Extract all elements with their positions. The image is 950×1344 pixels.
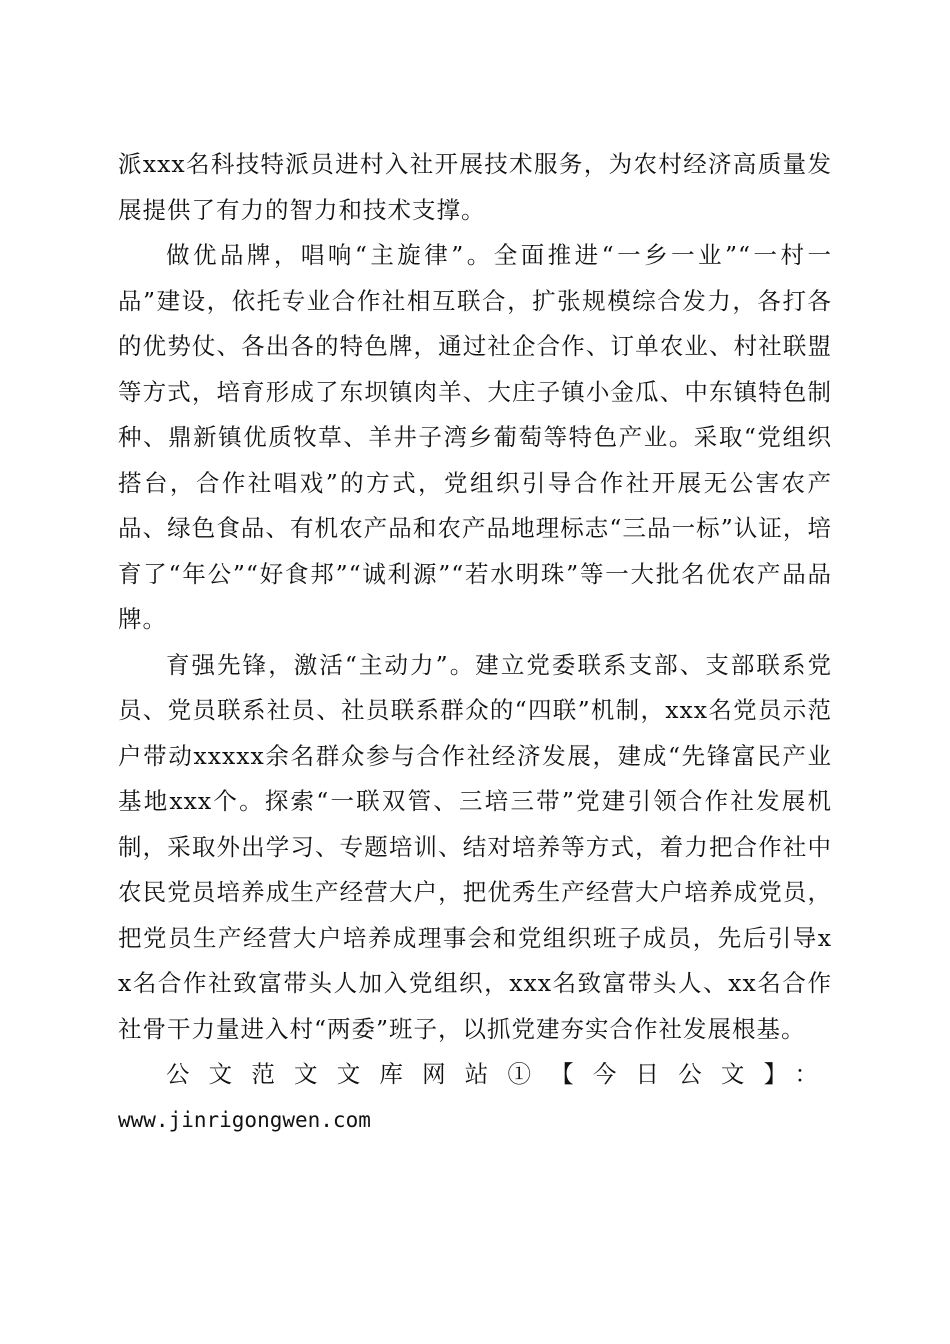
paragraph-tech-services: 派xxx名科技特派员进村入社开展技术服务，为农村经济高质量发展提供了有力的智力和技术支撑。 xyxy=(118,150,832,224)
document-page xyxy=(118,142,832,1143)
footer-site-url[interactable]: www.jinrigongwen.com xyxy=(118,1107,371,1132)
paragraph-pioneer: 育强先锋，激活“主动力”。建立党委联系支部、支部联系党员、党员联系社员、社员联系群众的“四联”机制，xxx名党员示范户带动xxxxx余名群众参与合作社经济发展，建成“先锋富民产业基地xxx个。探索“一联双管、三培三带”党建引领合作社发展机制，采取外出学习、专题培训、结对培养等方式，着力把合作社中农民党员培养成生产经营大户，把优秀生产经营大户培养成党员，把党员生产经营大户培养成理事会和党组织班子成员，先后引导xx名合作社致富带头人加入党组织，xxx名致富带头人、xx名合作社骨干力量进入村“两委”班子，以抓党建夯实合作社发展根基。 xyxy=(118,650,832,1043)
paragraph-brand: 做优品牌，唱响“主旋律”。全面推进“一乡一业”“一村一品”建设，依托专业合作社相互联合，扩张规模综合发力，各打各的优势仗、各出各的特色牌，通过社企合作、订单农业、村社联盟等方式，培育形成了东坝镇肉羊、大庄子镇小金瓜、中东镇特色制种、鼎新镇优质牧草、羊井子湾乡葡萄等特色产业。采取“党组织搭台，合作社唱戏”的方式，党组织引导合作社开展无公害农产品、绿色食品、有机农产品和农产品地理标志“三品一标”认证，培育了“年公”“好食邦”“诚利源”“若水明珠”等一大批名优农产品品牌。 xyxy=(118,241,832,633)
footer-site-label: 公文范文文库网站①【今日公文】： xyxy=(166,1060,832,1088)
